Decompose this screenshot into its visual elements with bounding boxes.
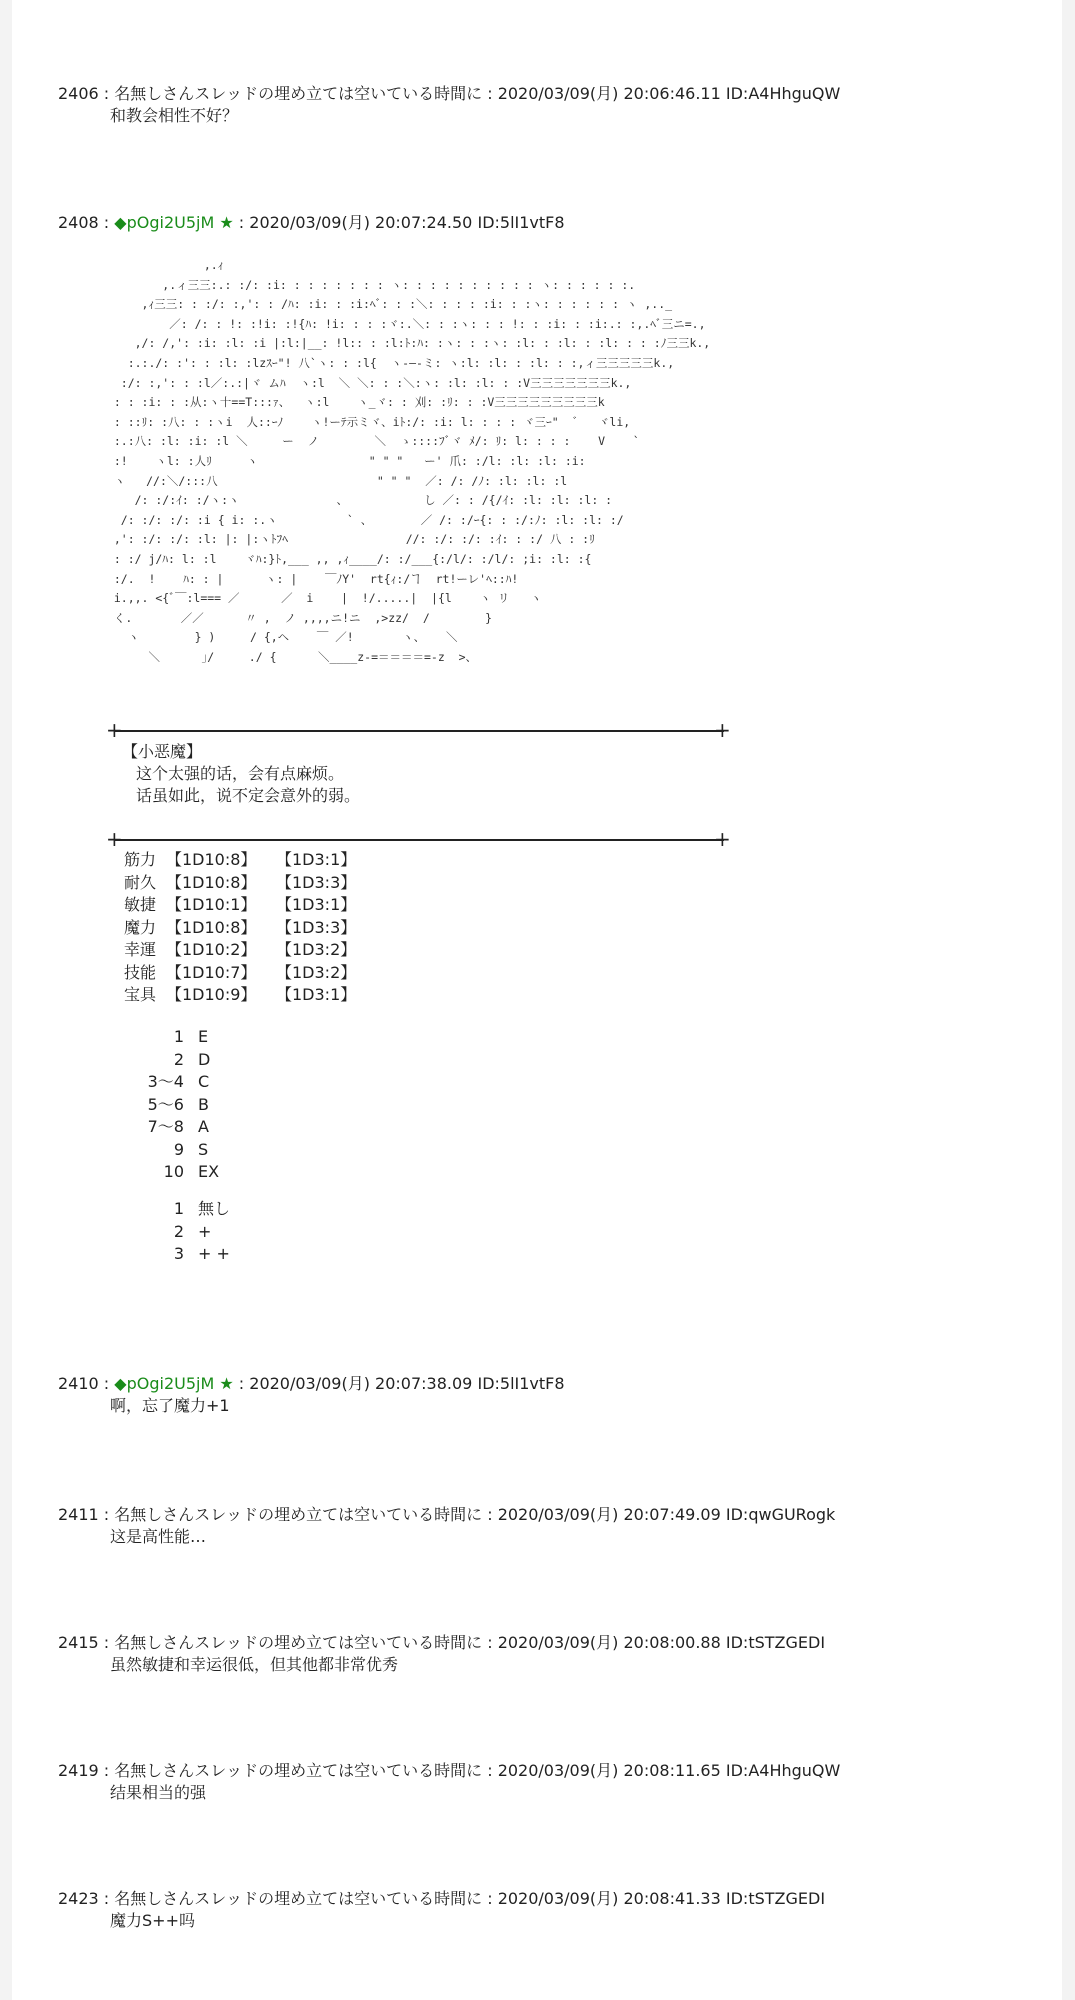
post-2408 — [58, 212, 565, 234]
stat-roll: 【1D10:8】 — [166, 872, 257, 892]
poster-id[interactable]: ID:tSTZGEDI — [725, 1889, 826, 1908]
rank-row — [132, 1094, 219, 1117]
poster-name: 名無しさんスレッドの埋め立ては空いている時間に — [114, 84, 483, 103]
post-date: 2020/03/09(月) 20:07:38.09 — [249, 1374, 473, 1393]
plus-grade: + — [198, 1221, 212, 1241]
stat-row — [124, 984, 356, 1007]
star-icon: ★ — [219, 213, 234, 232]
stat-roll: 【1D10:2】 — [166, 940, 257, 959]
plus-roll: 2 — [173, 1221, 184, 1241]
ascii-art: ,.ｨ ,.ィ三三:.: :/: :i: : : : : : : : ヽ: : : : : : : : : : ヽ: : : : : :. ,ｨ三三: : :/: :,': : /ﾊ: :i: : :i:ﾍﾞ: : :＼: : : : :i: : :ヽ: : : : : : ヽ ,.._ ／: /: : !: :!i: :!{ﾊ: !i: : : :ヾ:.＼: : :ヽ: : : !: : :i: : :i:.: :,.ﾍﾞ三ニ=., ,/: /,': :i: :l: :i |:l:|__: !l:: : :l:ﾄ:ﾊ: :ヽ: : :ヽ: :l: : :l: : :l: : : :ﾉ三三k., :.:./: :': : :l: :lzｽｰ"! 八`ヽ: : :l{ ヽ-―-ミ: ヽ:l: :l: : :l: : :,ィ三三三三三k., :/: :,': : :l／:.:|ヾ ムﾊ ヽ:l ＼ ＼: : :＼:ヽ: :l: :l: : :V三三三三三三三k., : : :i: : :从:ヽ十==T:::ｧ、 ヽ:l ヽ_ヾ: : 刈: :ﾘ: : :V三三三三三三三三三k : ::ﾘ: :八: : :ヽi 人::ｰﾉ ヽ!ーﾃ示ミヾ、iﾄ:/: :i: l: : : : ヾ三ｰ" ゛ ヾli, :.:八: :l: :i: :l ＼ ー ノ ＼ ゝ::::ﾌﾞヾ ﾒ/: ﾘ: l: : : : V ` :! ヽl: :人ﾘ ヽ " " " ー' 爪: :/l: :l: :l: :i: ヽ //:＼/:::八 " " " ／: /: /ﾉ: :l: :l: :l /: :/:ｲ: :/ヽ:ヽ 、 し ／: : /{/ｲ: :l: :l: :l: : /: :/: :/: :i { i: :.ヽ ` 、 ／ /: :/ｰ{: : :/:ﾉ: :l: :l: :/ ,': :/: :/: :l: |: |:ヽﾄﾌﾍ //: :/: :/: :ｲ: : :/ 八 : :ﾘ : :/ j/ﾊ: l: :l ヾﾊ:}ﾄ,___ ,, ,ｨ____/: :/___{:/l/: :/l/: ;i: :l: :{ :/. ! ﾊ: : | ヽ: | ￣ﾉY' rt{ｨ:/ヿ rt!ーレ'ﾍ::ﾊ! i.,,. <{ﾞ￣:l=== ／ ／ i | !/.....| |{l ヽ リ ヽ く. ／／ 〃 , ノ ,,,,ニ!ニ ,>zz/ / } ヽ } ) / {,ヘ ￣ ／! ヽ、 ＼ ＼ ｣/ ./ { ＼____z-=＝＝＝＝=-z >、 — [113, 258, 711, 664]
post-number[interactable]: 2423 — [58, 1889, 99, 1908]
stat-bonus: 【1D3:1】 — [276, 895, 357, 914]
post-body: 这是高性能… — [110, 1527, 207, 1546]
post-date: 2020/03/09(月) 20:06:46.11 — [497, 84, 721, 103]
post-body: 结果相当的强 — [110, 1783, 207, 1802]
stat-name: 幸運 — [124, 940, 157, 959]
stat-roll: 【1D10:9】 — [166, 985, 257, 1004]
stat-roll: 【1D10:8】 — [166, 850, 257, 869]
post-date: 2020/03/09(月) 20:07:24.50 — [249, 213, 473, 232]
post-number[interactable]: 2415 — [58, 1633, 99, 1652]
stat-row — [124, 962, 356, 985]
rank-roll: 10 — [163, 1162, 184, 1181]
poster-id[interactable]: ID:5lI1vtF8 — [477, 213, 565, 232]
plus-row — [132, 1243, 230, 1266]
rank-grade: C — [198, 1072, 210, 1091]
plus-grade: + + — [198, 1244, 230, 1263]
rank-grade: A — [198, 1117, 209, 1136]
rank-roll: 1 — [173, 1027, 184, 1046]
post-date: 2020/03/09(月) 20:08:41.33 — [497, 1889, 721, 1908]
rank-row — [132, 1116, 219, 1139]
stat-row — [124, 849, 356, 872]
plus-table — [132, 1198, 230, 1266]
rank-grade: EX — [198, 1162, 220, 1181]
poster-id[interactable]: ID:A4HhguQW — [725, 84, 841, 103]
rank-table — [132, 1026, 219, 1184]
poster-name: 名無しさんスレッドの埋め立ては空いている時間に — [114, 1633, 483, 1652]
plus-row — [132, 1221, 230, 1244]
stat-bonus: 【1D3:3】 — [276, 917, 357, 937]
plus-roll: 1 — [173, 1199, 184, 1218]
post-header: 2415 : 名無しさんスレッドの埋め立ては空いている時間に : 2020/03/09(月) 20:08:00.88 ID:tSTZGEDI — [58, 1633, 826, 1652]
post-header: 2410 : ◆pOgi2U5jM ★ : 2020/03/09(月) 20:07:38.09 ID:5lI1vtF8 — [58, 1374, 565, 1393]
rank-roll: 9 — [173, 1139, 184, 1159]
post-2410 — [58, 1373, 565, 1417]
plus-roll: 3 — [173, 1244, 184, 1263]
poster-id[interactable]: ID:A4HhguQW — [725, 1761, 841, 1780]
post-body: 啊，忘了魔力+1 — [110, 1396, 230, 1415]
stat-name: 敏捷 — [124, 895, 157, 914]
rank-row — [132, 1071, 219, 1094]
stat-name: 耐久 — [124, 872, 157, 892]
post-body: 和教会相性不好？ — [110, 106, 239, 125]
rank-roll: 3～4 — [147, 1072, 184, 1091]
rank-grade: E — [198, 1027, 209, 1046]
plus-row — [132, 1198, 230, 1221]
stat-bonus: 【1D3:3】 — [276, 872, 357, 892]
divider-bottom — [114, 839, 724, 841]
rank-grade: B — [198, 1094, 209, 1114]
post-number[interactable]: 2408 — [58, 213, 99, 232]
stat-roll: 【1D10:7】 — [166, 962, 257, 982]
stat-roll: 【1D10:1】 — [166, 895, 257, 914]
post-2406 — [58, 83, 840, 127]
stat-bonus: 【1D3:1】 — [276, 985, 357, 1004]
divider-plus-left: + — [106, 718, 123, 742]
poster-id[interactable]: ID:tSTZGEDI — [725, 1633, 826, 1652]
rank-grade: D — [198, 1049, 211, 1069]
poster-name: 名無しさんスレッドの埋め立ては空いている時間に — [114, 1505, 483, 1524]
post-date: 2020/03/09(月) 20:08:00.88 — [497, 1633, 721, 1652]
stat-bonus: 【1D3:2】 — [276, 940, 357, 959]
speaker-label: 【小恶魔】 — [122, 742, 203, 761]
stat-row — [124, 917, 356, 940]
stats-table — [124, 849, 356, 1007]
post-body: 虽然敏捷和幸运很低，但其他都非常优秀 — [110, 1655, 399, 1674]
rank-roll: 5～6 — [147, 1094, 184, 1114]
post-date: 2020/03/09(月) 20:07:49.09 — [497, 1505, 721, 1524]
stat-roll: 【1D10:8】 — [166, 917, 257, 937]
rank-row — [132, 1026, 219, 1049]
post-2423 — [58, 1888, 825, 1932]
tripcode: ◆pOgi2U5jM — [114, 213, 215, 232]
post-number[interactable]: 2406 — [58, 84, 99, 103]
stat-name: 技能 — [124, 962, 157, 982]
post-date: 2020/03/09(月) 20:08:11.65 — [497, 1761, 721, 1780]
post-number[interactable]: 2419 — [58, 1761, 99, 1780]
poster-name: 名無しさんスレッドの埋め立ては空いている時間に — [114, 1889, 483, 1908]
post-header: 2408 : ◆pOgi2U5jM ★ : 2020/03/09(月) 20:07:24.50 ID:5lI1vtF8 — [58, 213, 565, 232]
rank-roll: 7～8 — [147, 1117, 184, 1136]
rank-row — [132, 1161, 219, 1184]
divider-plus-right: + — [714, 827, 731, 851]
stat-bonus: 【1D3:1】 — [276, 850, 357, 869]
stat-row — [124, 939, 356, 962]
divider-top — [114, 730, 724, 732]
post-2415 — [58, 1632, 825, 1676]
post-2419 — [58, 1760, 840, 1804]
star-icon: ★ — [219, 1374, 234, 1393]
post-number[interactable]: 2410 — [58, 1374, 99, 1393]
poster-name: 名無しさんスレッドの埋め立ては空いている時間に — [114, 1761, 483, 1780]
post-header: 2423 : 名無しさんスレッドの埋め立ては空いている時間に : 2020/03/09(月) 20:08:41.33 ID:tSTZGEDI — [58, 1889, 826, 1908]
post-body: 魔力S++吗 — [110, 1911, 195, 1930]
stat-name: 筋力 — [124, 850, 157, 869]
divider-plus-left: + — [106, 827, 123, 851]
post-number[interactable]: 2411 — [58, 1505, 99, 1524]
stat-bonus: 【1D3:2】 — [276, 962, 357, 982]
post-header: 2406 : 名無しさんスレッドの埋め立ては空いている時間に : 2020/03/09(月) 20:06:46.11 ID:A4HhguQW — [58, 84, 841, 103]
poster-id[interactable]: ID:qwGURogk — [725, 1505, 836, 1524]
divider-plus-right: + — [714, 718, 731, 742]
post-2411 — [58, 1504, 835, 1548]
stat-row — [124, 872, 356, 895]
speech-line-1: 这个太强的话，会有点麻烦。 — [136, 764, 345, 783]
speech-line-2: 话虽如此，说不定会意外的弱。 — [136, 786, 361, 805]
poster-id[interactable]: ID:5lI1vtF8 — [477, 1374, 565, 1393]
plus-grade: 無し — [198, 1199, 231, 1218]
rank-grade: S — [198, 1139, 209, 1159]
rank-row — [132, 1049, 219, 1072]
rank-row — [132, 1139, 219, 1162]
rank-roll: 2 — [173, 1049, 184, 1069]
stat-name: 魔力 — [124, 917, 157, 937]
stat-row — [124, 894, 356, 917]
post-header: 2419 : 名無しさんスレッドの埋め立ては空いている時間に : 2020/03/09(月) 20:08:11.65 ID:A4HhguQW — [58, 1761, 841, 1780]
post-header: 2411 : 名無しさんスレッドの埋め立ては空いている時間に : 2020/03/09(月) 20:07:49.09 ID:qwGURogk — [58, 1505, 836, 1524]
stat-name: 宝具 — [124, 985, 157, 1004]
tripcode: ◆pOgi2U5jM — [114, 1374, 215, 1393]
